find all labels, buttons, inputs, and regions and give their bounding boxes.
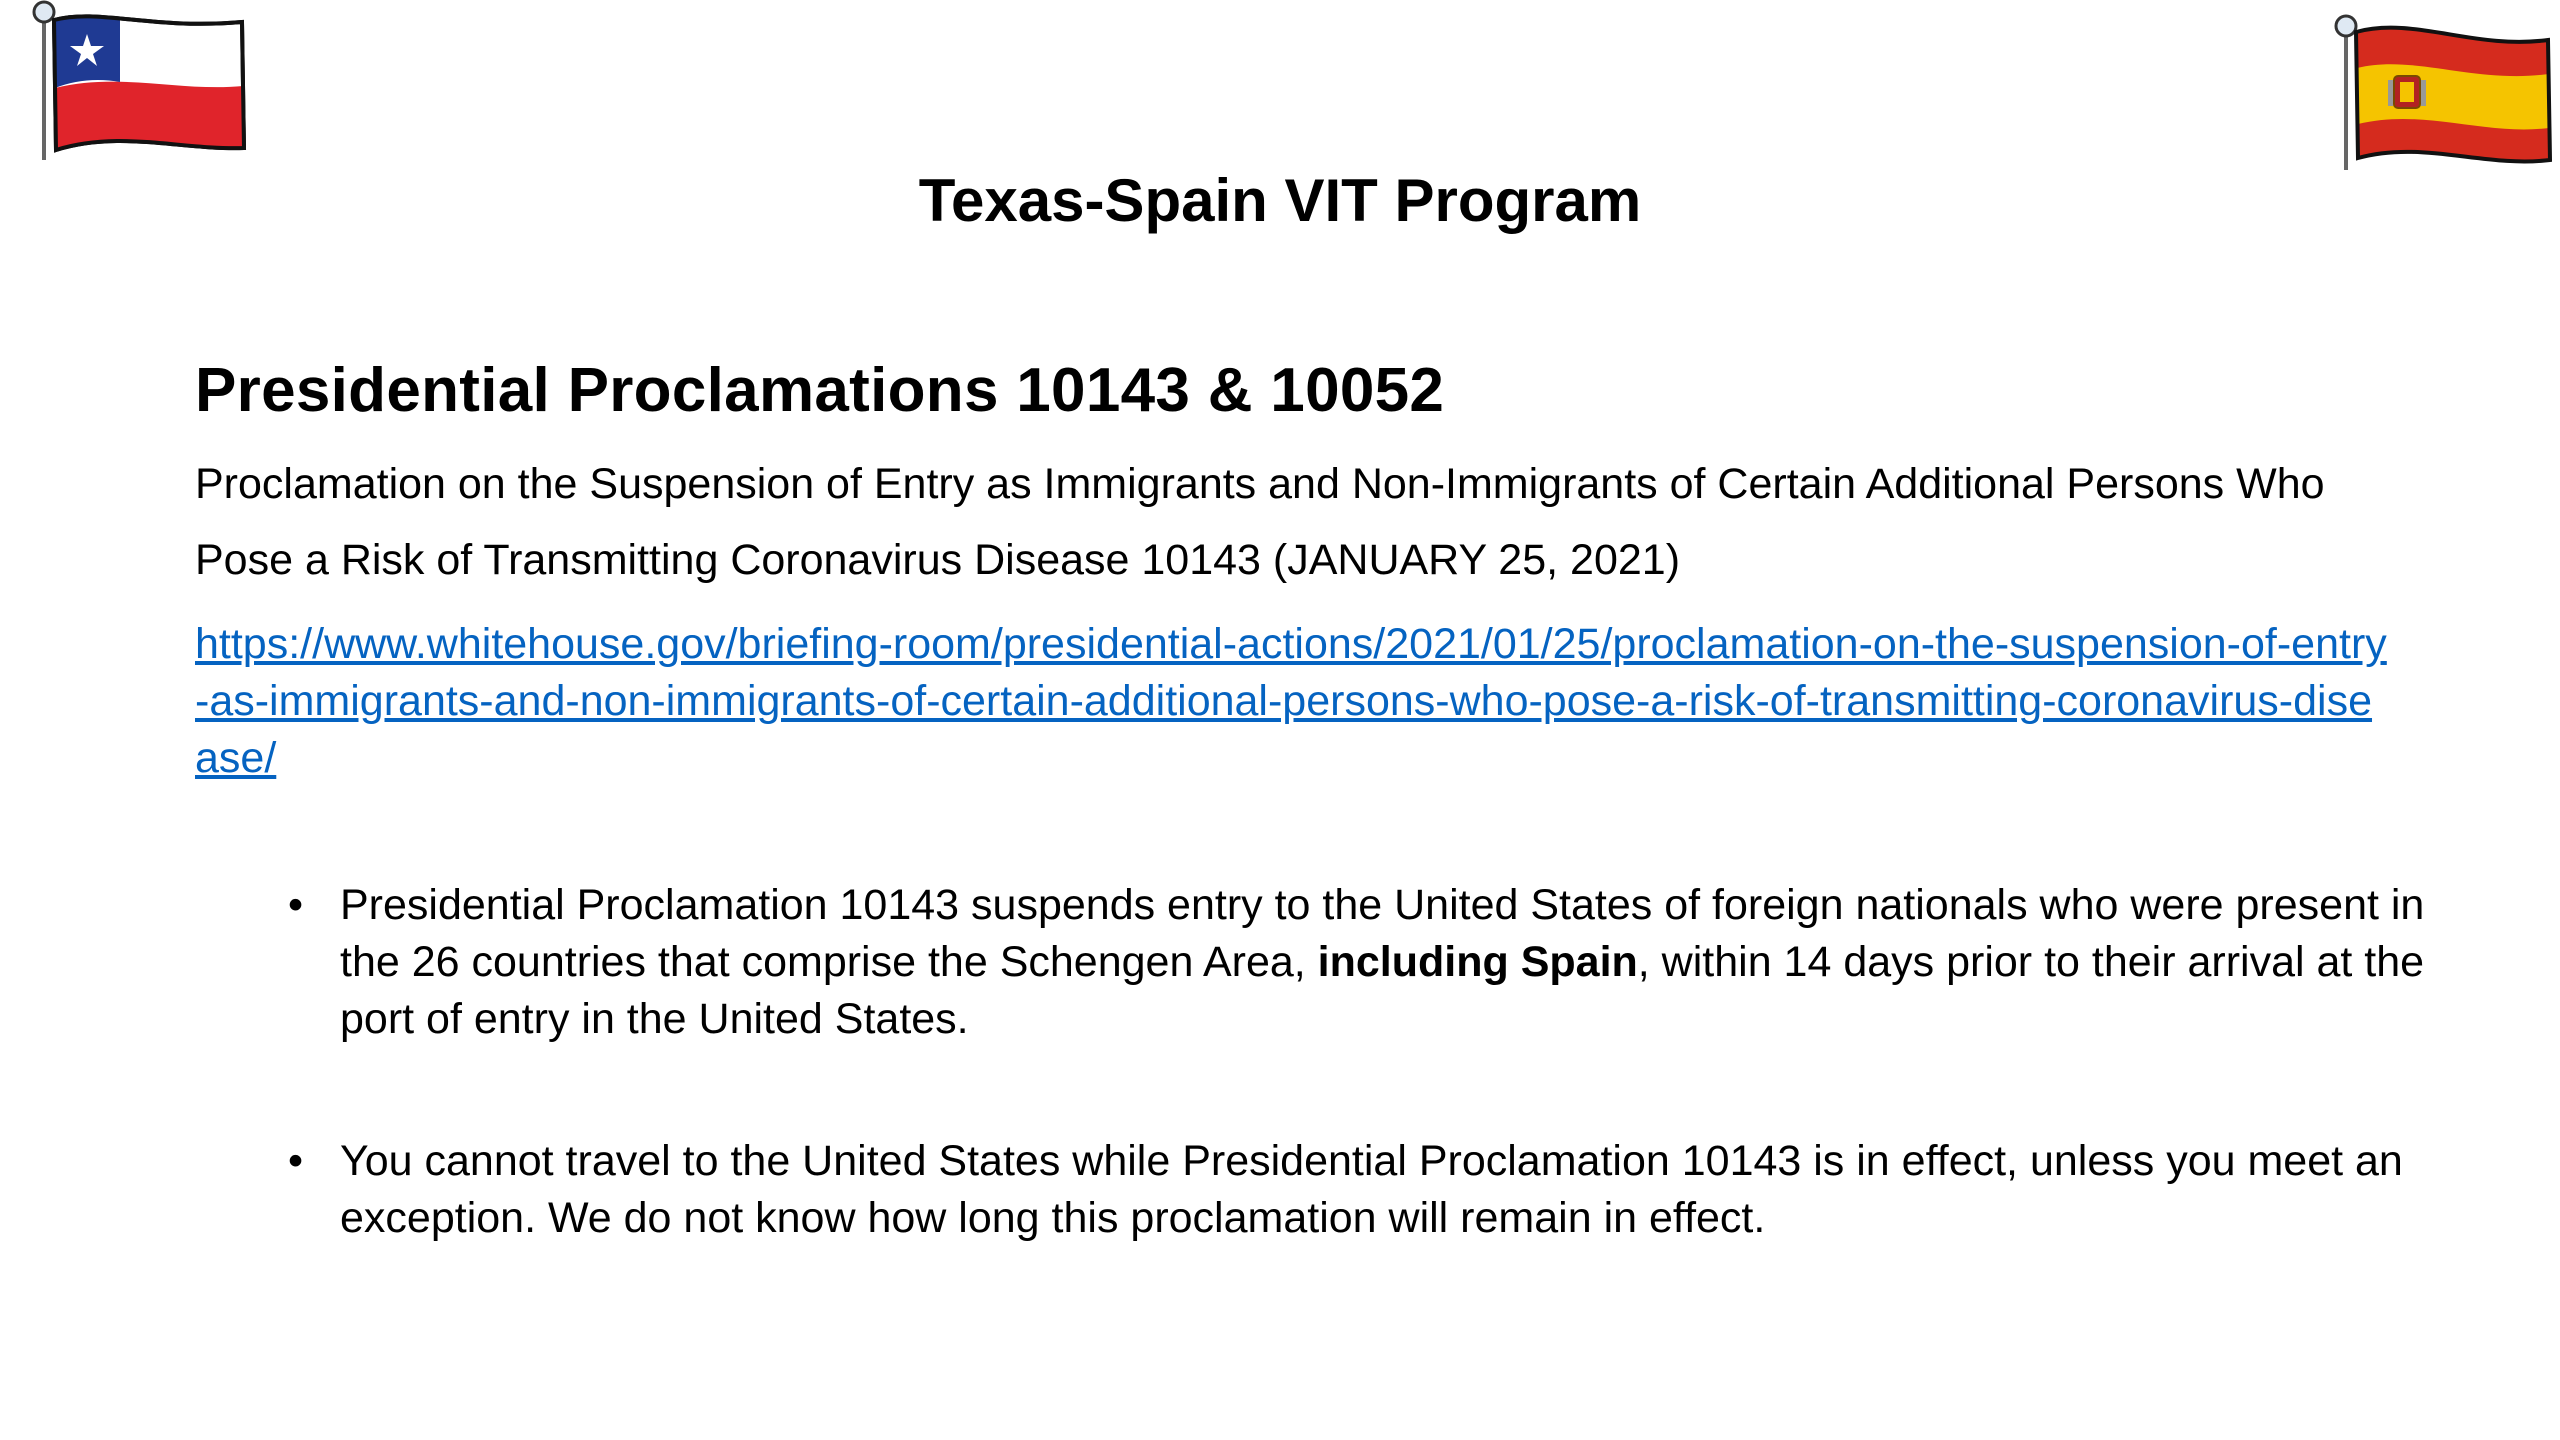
chile-flag-icon bbox=[30, 0, 250, 165]
proclamation-description: Proclamation on the Suspension of Entry as Immigrants and Non-Immigrants of Certain Additional Persons Who Pose a Risk of Transmitting Coronavirus Disease 10143 (JANUARY 25, 2021) bbox=[195, 460, 2325, 585]
bullet-list bbox=[195, 877, 2440, 1247]
bullet-text: You cannot travel to the United States while Presidential Proclamation 10143 is in effect, unless you meet an exception. We do not know how long this proclamation will remain in effect. bbox=[340, 1137, 2403, 1243]
bullet-icon: • bbox=[288, 1137, 304, 1186]
bullet-text-bold: including Spain bbox=[1317, 938, 1638, 987]
main-content bbox=[195, 355, 2425, 1332]
section-heading: Presidential Proclamations 10143 & 10052 bbox=[195, 356, 1445, 425]
slide-title: Texas-Spain VIT Program bbox=[918, 167, 1642, 234]
spain-flag-icon bbox=[2334, 10, 2554, 175]
bullet-item-suspension bbox=[288, 877, 2440, 1048]
bullet-text-after: , within 14 days prior to their arrival at the port of entry in the United States. bbox=[340, 938, 2425, 1044]
bullet-text-before: Presidential Proclamation 10143 suspends entry to the United States of foreign nationals who were present in the 26 countries that comprise the Schengen Area, bbox=[340, 881, 2425, 987]
whitehouse-proclamation-link[interactable]: https://www.whitehouse.gov/briefing-room/presidential-actions/2021/01/25/proclamation-on-the-suspension-of-entry-as-immigrants-and-non-immigrants-of-certain-additional-persons-who-pose-a-risk-of-transmitting-coronavirus-disease/ bbox=[195, 620, 2387, 783]
bullet-icon: • bbox=[288, 881, 304, 930]
bullet-item-travel-restriction bbox=[288, 1133, 2440, 1247]
